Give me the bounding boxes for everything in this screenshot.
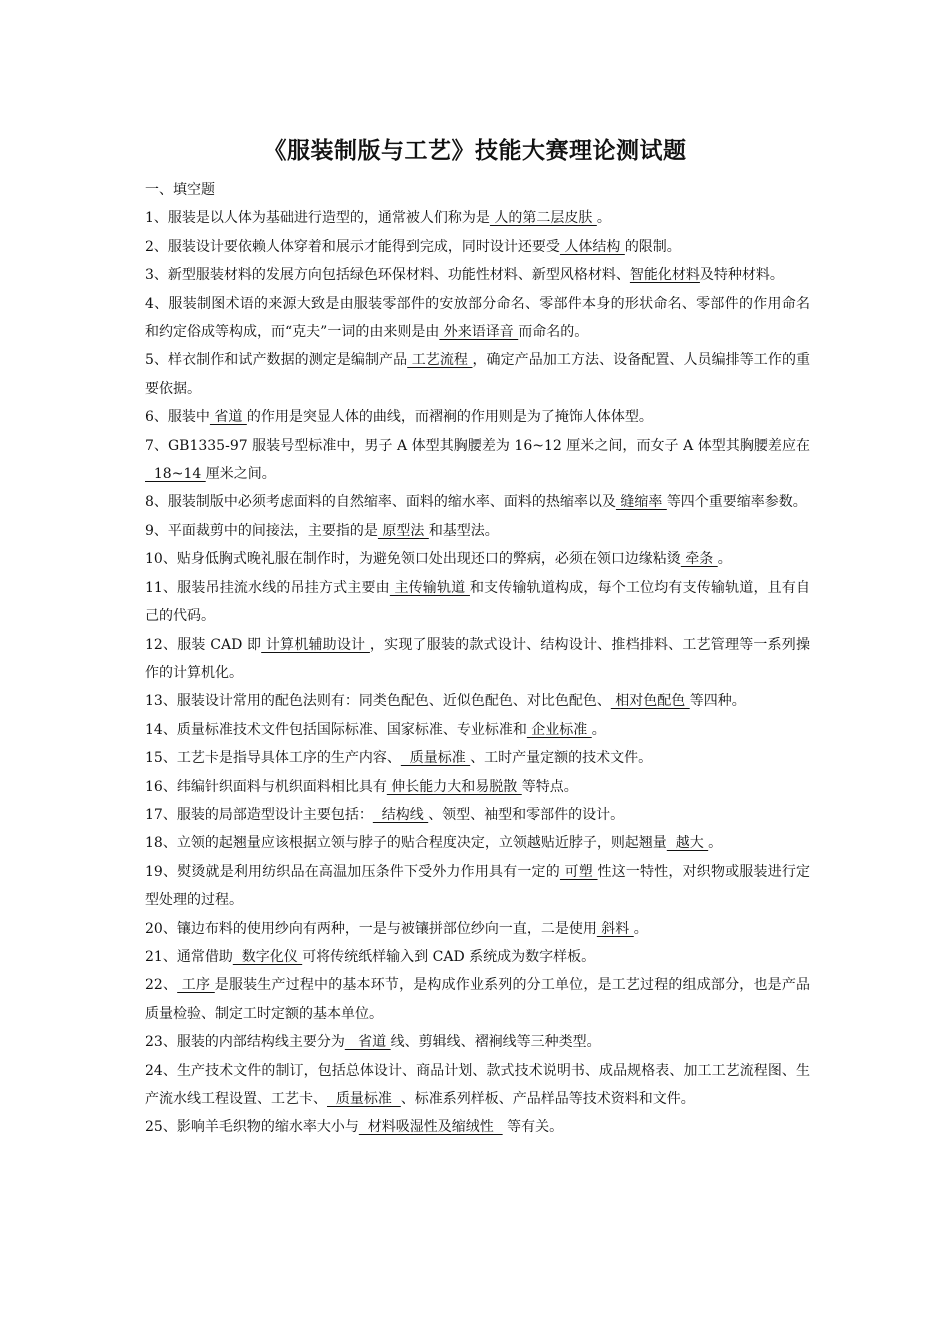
question-text: 3、新型服装材料的发展方向包括绿色环保材料、功能性材料、新型风格材料、 [145, 267, 630, 284]
answer-blank: 计算机辅助设计 [261, 636, 370, 653]
question-item [145, 858, 810, 915]
question-text-after: 等四种。 [689, 693, 746, 710]
question-text-after: 是服装生产过程中的基本环节，是构成作业系列的分工单位，是工艺过程的组成部分，也是产品质量检验、制定工时定额的基本单位。 [145, 977, 810, 1022]
question-item [145, 971, 810, 1028]
question-item [145, 943, 810, 971]
answer-blank: 可塑 [559, 863, 598, 880]
question-text-after: 和支传输轨道构成，每个工位均有支传输轨道，且有自己的代码。 [145, 579, 810, 625]
question-text: 24、生产技术文件的制订，包括总体设计、商品计划、款式技术说明书、成品规格表、加工工艺流程图、生产流水线工程设置、工艺卡、 [145, 1062, 810, 1107]
question-text-after: 、领型、袖型和零部件的设计。 [428, 806, 625, 823]
question-item [145, 545, 810, 573]
question-list [145, 176, 810, 1142]
question-text-after: 而命名的。 [518, 324, 589, 341]
question-item [145, 574, 810, 631]
question-item [145, 233, 810, 261]
question-text-after: 等有关。 [502, 1119, 564, 1136]
question-text-after: 等四个重要缩率参数。 [666, 494, 807, 511]
question-text: 17、服装的局部造型设计主要包括： [145, 806, 373, 823]
question-text-after: 、标准系列样板、产品样品等技术资料和文件。 [400, 1091, 695, 1107]
question-item [145, 1113, 810, 1141]
question-text-after: 可将传统纸样输入到 CAD 系统成为数字样板。 [302, 948, 596, 965]
question-item [145, 204, 810, 232]
answer-blank: 企业标准 [526, 721, 592, 738]
answer-blank: 缝缩率 [615, 494, 667, 511]
question-item [145, 403, 810, 431]
answer-blank: 外来语译音 [439, 324, 519, 341]
question-text-after: 性这一特性，对织物或服装进行定型处理的过程。 [145, 863, 810, 909]
answer-blank: 省道 [344, 1034, 391, 1051]
answer-blank: 伸长能力大和易脱散 [386, 778, 522, 795]
question-item [145, 631, 810, 688]
question-text: 22、 [145, 977, 178, 994]
answer-blank: 材料吸湿性及缩绒性 [358, 1119, 503, 1136]
question-text-after: 等特点。 [521, 778, 578, 795]
question-text: 19、熨烫就是利用纺织品在高温加压条件下受外力作用具有一定的 [145, 863, 560, 880]
answer-blank: 数字化仪 [232, 948, 303, 965]
question-item [145, 1057, 810, 1114]
question-text-after: 的限制。 [624, 238, 681, 255]
answer-blank: 人体结构 [559, 238, 625, 255]
question-item [145, 1028, 810, 1056]
answer-blank: 相对色配色 [610, 693, 690, 710]
question-text: 7、GB1335-97 服装号型标准中，男子 A 体型其胸腰差为 16~12 厘米之间，而女子 A 体型其胸腰差应在 [145, 437, 810, 454]
answer-blank: 质量标准 [327, 1091, 401, 1107]
question-text: 20、镶边布料的使用纱向有两种，一是与被镶拼部位纱向一直，二是使用 [145, 920, 597, 937]
question-text: 6、服装中 [145, 409, 210, 426]
answer-blank: 18~14 [145, 466, 206, 483]
question-text: 11、服装吊挂流水线的吊挂方式主要由 [145, 579, 390, 596]
question-text: 8、服装制版中必须考虑面料的自然缩率、面料的缩水率、面料的热缩率以及 [145, 494, 616, 511]
question-text: 13、服装设计常用的配色法则有：同类色配色、近似色配色、对比色配色、 [145, 693, 611, 710]
question-text: 10、贴身低胸式晚礼服在制作时，为避免领口处出现还口的弊病，必须在领口边缘粘烫 [145, 551, 681, 568]
answer-blank: 智能化材料 [629, 267, 700, 284]
answer-blank: 结构线 [372, 806, 429, 823]
answer-blank: 省道 [209, 409, 247, 426]
question-text: 16、纬编针织面料与机织面料相比具有 [145, 778, 387, 795]
question-text-after: 。 [596, 210, 611, 227]
question-text: 9、平面裁剪中的间接法，主要指的是 [145, 522, 378, 539]
question-text: 15、工艺卡是指导具体工序的生产内容、 [145, 750, 401, 767]
question-text-after: 线、剪辑线、褶裥线等三种类型。 [390, 1034, 601, 1051]
question-text: 2、服装设计要依赖人体穿着和展示才能得到完成，同时设计还要受 [145, 238, 560, 255]
question-text: 14、质量标准技术文件包括国际标准、国家标准、专业标准和 [145, 721, 527, 738]
question-item [145, 517, 810, 545]
question-text: 18、立领的起翘量应该根据立领与脖子的贴合程度决定，立领越贴近脖子，则起翘量 [145, 835, 667, 852]
question-item [145, 773, 810, 801]
question-item [145, 290, 810, 347]
question-item [145, 744, 810, 772]
question-text-after: 的作用是突显人体的曲线，而褶裥的作用则是为了掩饰人体体型。 [246, 409, 653, 426]
question-item [145, 829, 810, 857]
document-title: 《服装制版与工艺》技能大赛理论测试题 [263, 138, 687, 164]
question-text-after: ，确定产品加工方法、设备配置、人员编排等工作的重要依据。 [145, 352, 811, 397]
question-text: 5、样衣制作和试产数据的测定是编制产品 [145, 352, 408, 369]
question-item [145, 432, 810, 489]
question-item [145, 716, 810, 744]
question-text: 1、服装是以人体为基础进行造型的，通常被人们称为是 [145, 210, 490, 227]
question-text-after: 、工时产量定额的技术文件。 [470, 750, 653, 767]
answer-blank: 主传输轨道 [389, 579, 470, 596]
question-text: 23、服装的内部结构线主要分为 [145, 1034, 345, 1051]
question-text-after: 。 [633, 920, 648, 937]
question-text: 21、通常借助 [145, 948, 233, 965]
question-text: 12、服装 CAD 即 [145, 636, 262, 653]
answer-blank: 质量标准 [400, 750, 471, 767]
question-text-after: 和基型法。 [428, 522, 499, 539]
answer-blank: 斜料 [596, 920, 634, 937]
question-text-after: ，实现了服装的款式设计、结构设计、推档排料、工艺管理等一系列操作的计算机化。 [145, 636, 811, 681]
answer-blank: 牵条 [680, 551, 718, 568]
answer-blank: 工艺流程 [407, 352, 473, 369]
question-text-after: 及特种材料。 [699, 267, 784, 284]
answer-blank: 工序 [177, 977, 215, 994]
question-item [145, 687, 810, 715]
answer-blank: 人的第二层皮肤 [489, 210, 597, 227]
question-item [145, 346, 810, 403]
question-text-after: 。 [708, 835, 723, 852]
question-text-after: 。 [717, 551, 732, 568]
question-item [145, 488, 810, 516]
question-item [145, 915, 810, 943]
answer-blank: 原型法 [377, 522, 429, 539]
question-text: 25、影响羊毛织物的缩水率大小与 [145, 1119, 359, 1136]
question-text-after: 。 [591, 721, 606, 738]
question-item [145, 801, 810, 829]
question-item [145, 261, 810, 289]
question-text: 4、服装制图术语的来源大致是由服装零部件的安放部分命名、零部件本身的形状命名、零部件的作用命名和约定俗成等构成，而“克夫”一词的由来则是由 [145, 295, 810, 341]
question-text-after: 厘米之间。 [205, 466, 276, 483]
section-heading: 一、填空题 [145, 182, 215, 198]
answer-blank: 越大 [666, 835, 709, 852]
